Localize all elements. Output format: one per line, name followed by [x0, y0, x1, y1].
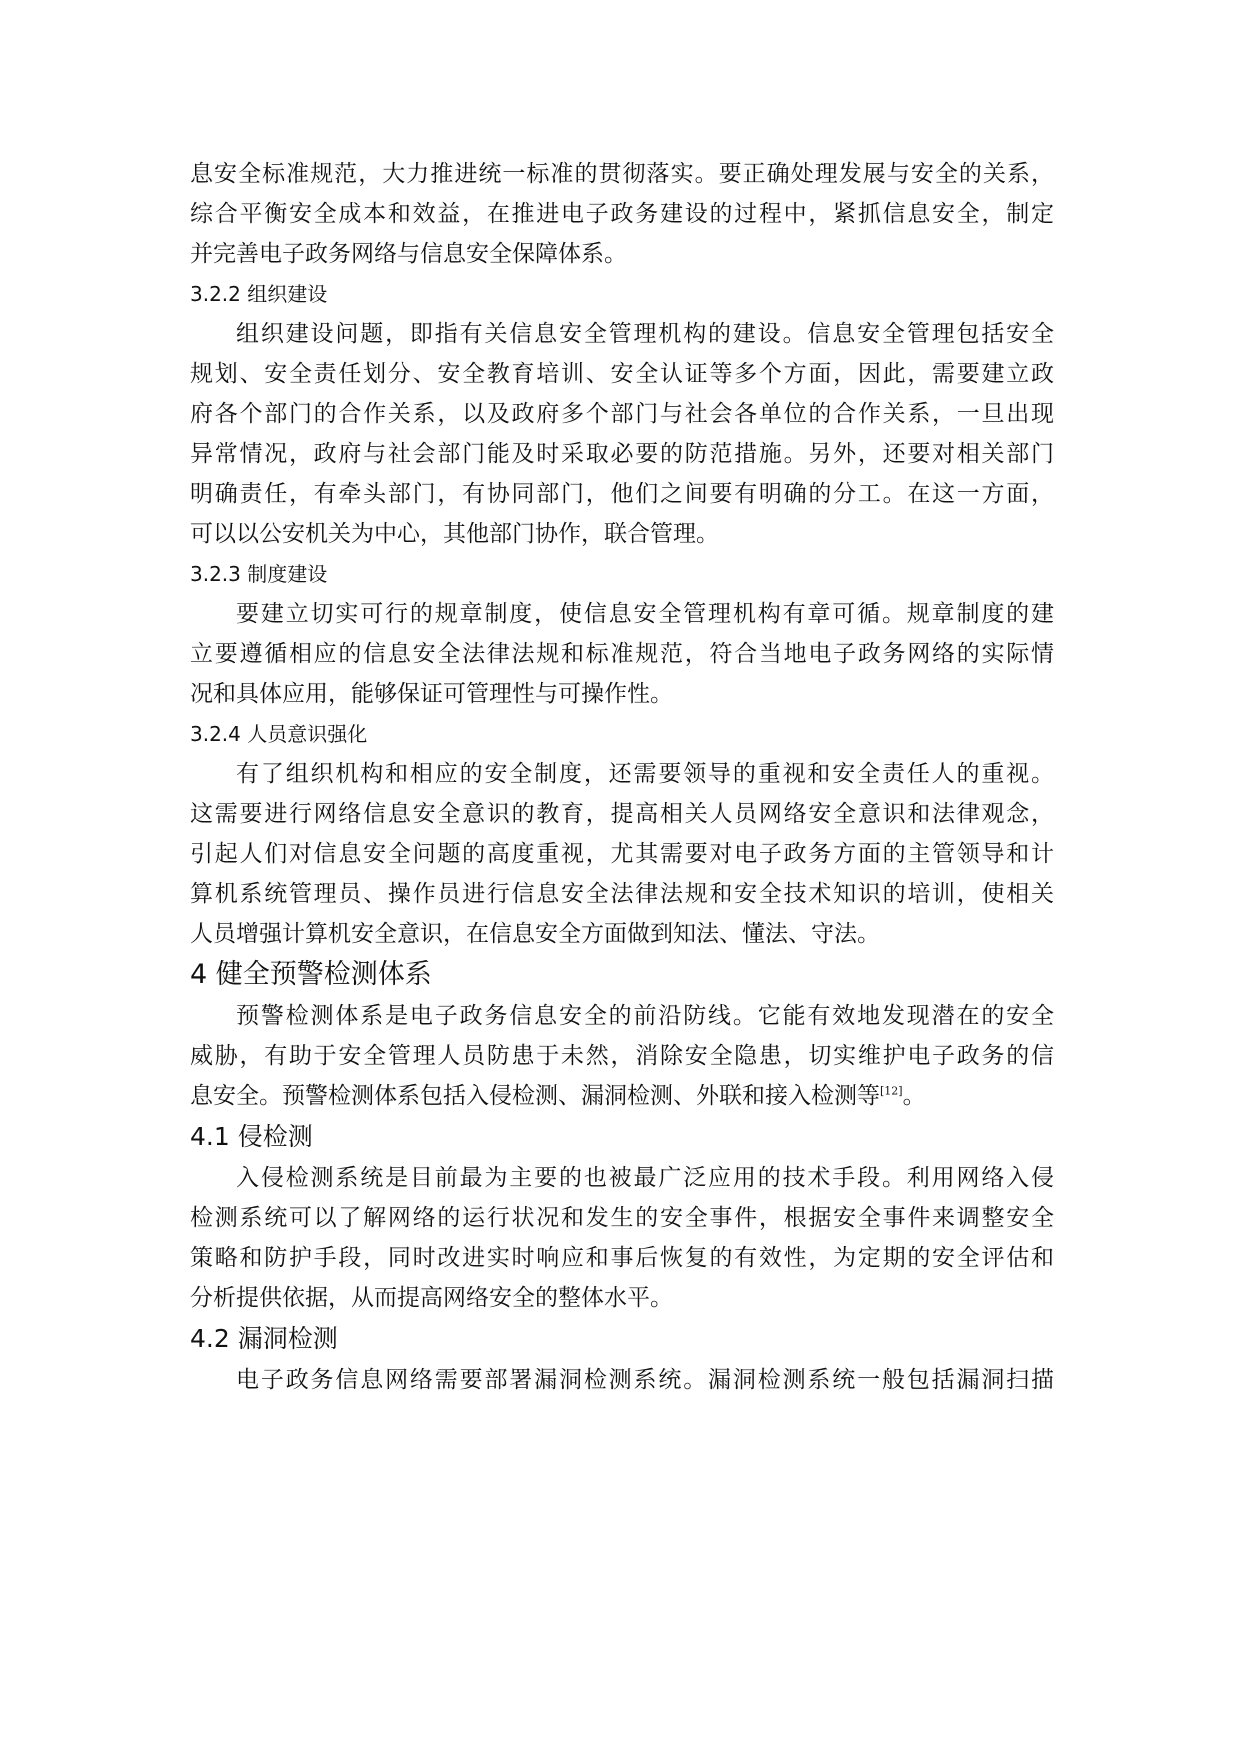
citation-reference: [12]: [880, 1084, 903, 1098]
paragraph-line: 算机系统管理员、操作员进行信息安全法律法规和安全技术知识的培训，使相关: [190, 881, 1054, 907]
paragraph-line: 息安全标准规范，大力推进统一标准的贯彻落实。要正确处理发展与安全的关系，: [190, 161, 1054, 187]
paragraph-text: 。: [902, 1083, 926, 1109]
paragraph-line: 府各个部门的合作关系，以及政府多个部门与社会各单位的合作关系，一旦出现: [190, 401, 1054, 427]
paragraph-line: 要建立切实可行的规章制度，使信息安全管理机构有章可循。规章制度的建: [236, 601, 1054, 627]
paragraph-organization: [190, 314, 1054, 554]
paragraph-line: 入侵检测系统是目前最为主要的也被最广泛应用的技术手段。利用网络入侵: [236, 1165, 1054, 1191]
document-page: [190, 154, 1054, 1400]
paragraph-line: 并完善电子政务网络与信息安全保障体系。: [190, 241, 627, 267]
paragraph-line: 人员增强计算机安全意识，在信息安全方面做到知法、懂法、守法。: [190, 921, 880, 947]
chapter-heading-4: 4 健全预警检测体系: [190, 959, 432, 990]
paragraph-line: 明确责任，有牵头部门，有协同部门，他们之间要有明确的分工。在这一方面，: [190, 481, 1054, 507]
paragraph-line: 电子政务信息网络需要部署漏洞检测系统。漏洞检测系统一般包括漏洞扫描: [236, 1367, 1054, 1393]
section-heading-3-2-2: 3.2.2 组织建设: [190, 282, 328, 306]
paragraph-line: 综合平衡安全成本和效益，在推进电子政务建设的过程中，紧抓信息安全，制定: [190, 201, 1054, 227]
paragraph-line: 异常情况，政府与社会部门能及时采取必要的防范措施。另外，还要对相关部门: [190, 441, 1054, 467]
paragraph-awareness: [190, 754, 1054, 954]
paragraph-line: 况和具体应用，能够保证可管理性与可操作性。: [190, 681, 673, 707]
paragraph-intrusion-detection: [190, 1158, 1054, 1318]
section-heading-4-1: 4.1 侵检测: [190, 1122, 313, 1151]
paragraph-line: 引起人们对信息安全问题的高度重视，尤其需要对电子政务方面的主管领导和计: [190, 841, 1054, 867]
paragraph-regulation: [190, 594, 1054, 714]
paragraph-line: 有了组织机构和相应的安全制度，还需要领导的重视和安全责任人的重视。: [236, 761, 1054, 787]
paragraph-line: 组织建设问题，即指有关信息安全管理机构的建设。信息安全管理包括安全: [236, 321, 1054, 347]
paragraph-line: 这需要进行网络信息安全意识的教育，提高相关人员网络安全意识和法律观念，: [190, 801, 1054, 827]
paragraph-line: [190, 1076, 1054, 1116]
section-heading-3-2-4: 3.2.4 人员意识强化: [190, 722, 368, 746]
paragraph-line: 分析提供依据，从而提高网络安全的整体水平。: [190, 1285, 673, 1311]
paragraph-vulnerability-detection: [190, 1360, 1054, 1400]
paragraph-line: 立要遵循相应的信息安全法律法规和标准规范，符合当地电子政务网络的实际情: [190, 641, 1054, 667]
paragraph-line: 威胁，有助于安全管理人员防患于未然，消除安全隐患，切实维护电子政务的信: [190, 1043, 1054, 1069]
paragraph-line: 预警检测体系是电子政务信息安全的前沿防线。它能有效地发现潜在的安全: [236, 1003, 1054, 1029]
section-heading-4-2: 4.2 漏洞检测: [190, 1324, 338, 1353]
paragraph-early-warning: [190, 996, 1054, 1116]
paragraph-line: 规划、安全责任划分、安全教育培训、安全认证等多个方面，因此，需要建立政: [190, 361, 1054, 387]
paragraph-intro: [190, 154, 1054, 274]
paragraph-text: 息安全。预警检测体系包括入侵检测、漏洞检测、外联和接入检测等: [190, 1083, 880, 1109]
paragraph-line: 策略和防护手段，同时改进实时响应和事后恢复的有效性，为定期的安全评估和: [190, 1245, 1054, 1271]
paragraph-line: 检测系统可以了解网络的运行状况和发生的安全事件，根据安全事件来调整安全: [190, 1205, 1054, 1231]
section-heading-3-2-3: 3.2.3 制度建设: [190, 562, 328, 586]
paragraph-line: 可以以公安机关为中心，其他部门协作，联合管理。: [190, 521, 719, 547]
